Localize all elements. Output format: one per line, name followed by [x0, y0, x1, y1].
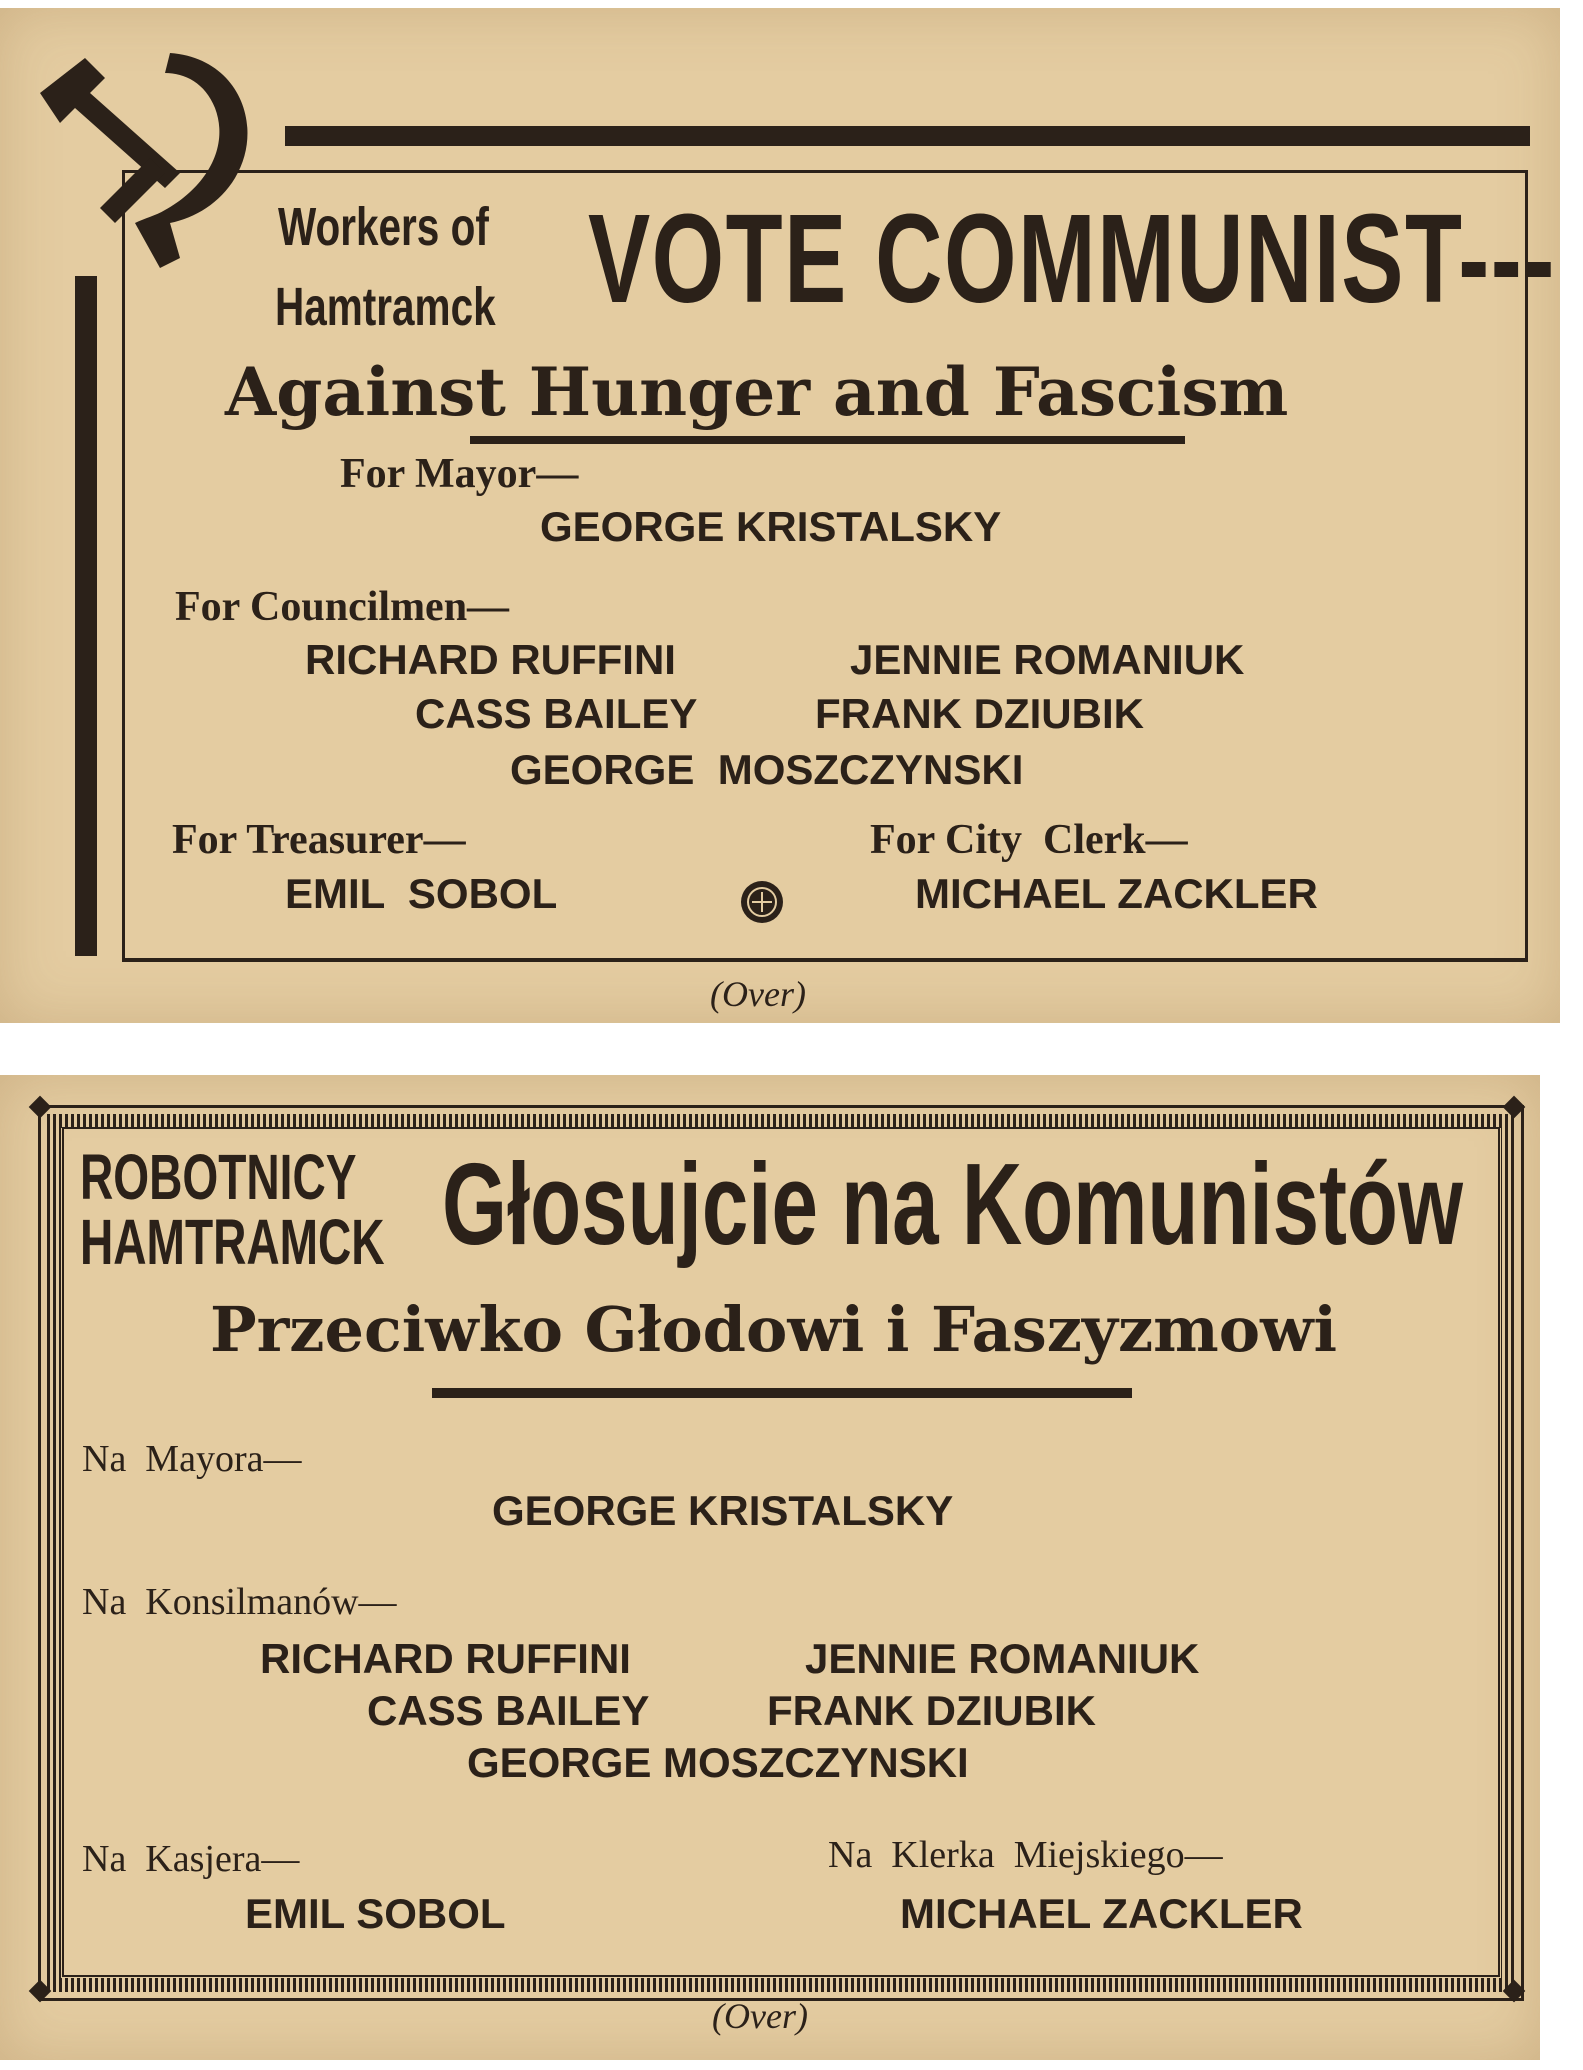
clerk-label: Na Klerka Miejskiego— [828, 1834, 1223, 1876]
clerk-label: For City Clerk— [870, 817, 1188, 863]
council-row1-a: RICHARD RUFFINI [260, 1635, 631, 1682]
workers-line1: ROBOTNICY [80, 1141, 357, 1213]
subheadline: Against Hunger and Fascism [225, 353, 1289, 431]
subheadline-underline [432, 1388, 1132, 1398]
treasurer-label: Na Kasjera— [82, 1838, 300, 1880]
left-rule [75, 276, 97, 956]
mayor-label: For Mayor— [340, 451, 579, 497]
mayor-name: GEORGE KRISTALSKY [492, 1487, 954, 1534]
council-label: For Councilmen— [175, 584, 510, 630]
council-row2-a: CASS BAILEY [415, 690, 698, 737]
council-row3: GEORGE MOSZCZYNSKI [510, 746, 1024, 793]
mayor-name: GEORGE KRISTALSKY [540, 503, 1002, 550]
over-note: (Over) [712, 1996, 808, 2036]
headline: Głosujcie na Komunistów [442, 1139, 1463, 1269]
council-row1-b: JENNIE ROMANIUK [805, 1635, 1200, 1682]
council-row3: GEORGE MOSZCZYNSKI [467, 1739, 969, 1786]
council-row2-b: FRANK DZIUBIK [767, 1687, 1096, 1734]
subheadline: Przeciwko Głodowi i Faszyzmowi [210, 1293, 1338, 1366]
top-rule [285, 126, 1530, 146]
treasurer-name: EMIL SOBOL [245, 1890, 506, 1937]
mayor-label: Na Mayora— [82, 1438, 302, 1480]
council-label: Na Konsilmanów— [82, 1581, 397, 1623]
council-row2-a: CASS BAILEY [367, 1687, 650, 1734]
council-row1-a: RICHARD RUFFINI [305, 636, 676, 683]
treasurer-label: For Treasurer— [172, 817, 466, 863]
council-row2-b: FRANK DZIUBIK [815, 690, 1144, 737]
subheadline-underline [470, 436, 1185, 444]
over-note: (Over) [710, 974, 806, 1014]
polish-ballot-card [0, 1075, 1540, 2060]
workers-line2: HAMTRAMCK [80, 1206, 385, 1278]
headline: VOTE COMMUNIST--- [588, 188, 1556, 329]
workers-line2: Hamtramck [275, 277, 496, 337]
english-ballot-card [0, 8, 1560, 1023]
clerk-name: MICHAEL ZACKLER [915, 870, 1318, 917]
workers-line1: Workers of [278, 197, 489, 257]
clerk-name: MICHAEL ZACKLER [900, 1890, 1303, 1937]
union-bug-icon [738, 878, 786, 926]
council-row1-b: JENNIE ROMANIUK [850, 636, 1245, 683]
treasurer-name: EMIL SOBOL [285, 870, 558, 917]
